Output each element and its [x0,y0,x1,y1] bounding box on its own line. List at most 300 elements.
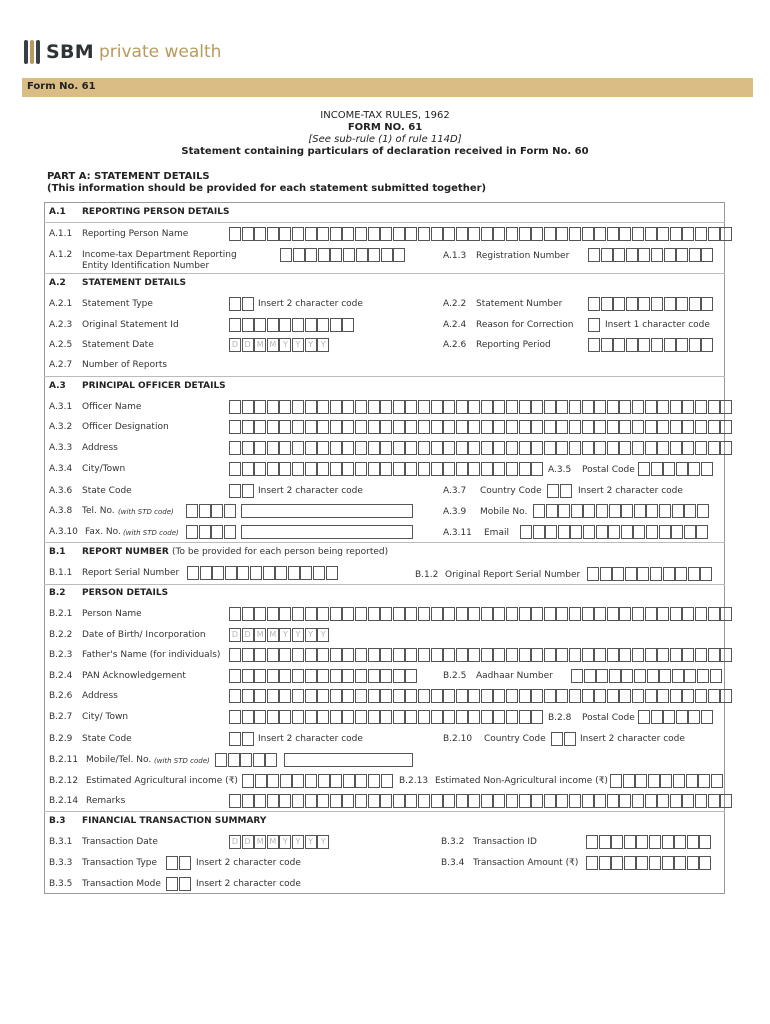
char-box[interactable] [355,420,367,434]
char-box[interactable] [381,248,393,262]
char-box[interactable] [663,462,675,476]
char-box[interactable] [493,648,505,662]
char-box[interactable] [594,607,606,621]
char-box[interactable] [688,710,700,724]
char-box[interactable] [657,400,669,414]
char-box[interactable] [330,648,342,662]
char-box[interactable] [720,648,732,662]
char-box[interactable] [380,441,392,455]
char-box[interactable] [657,689,669,703]
char-box[interactable] [624,835,636,849]
char-box[interactable] [250,566,262,580]
char-box[interactable] [443,441,455,455]
char-box[interactable] [682,648,694,662]
char-box[interactable] [393,420,405,434]
char-box[interactable] [695,794,707,808]
char-box[interactable] [279,420,291,434]
char-box[interactable] [556,648,568,662]
char-box[interactable] [292,462,304,476]
char-box[interactable] [254,689,266,703]
char-box[interactable] [242,297,254,311]
char-box[interactable] [187,566,199,580]
char-box[interactable] [418,710,430,724]
char-box[interactable] [647,669,659,683]
char-box[interactable] [242,710,254,724]
char-box[interactable] [305,794,317,808]
char-box[interactable] [582,607,594,621]
char-box[interactable] [211,504,223,518]
char-box[interactable] [607,400,619,414]
char-box[interactable] [255,774,267,788]
date-char-box[interactable]: Y [317,835,329,849]
char-box[interactable] [596,669,608,683]
char-box[interactable] [418,227,430,241]
char-box[interactable] [649,835,661,849]
char-box[interactable] [342,318,354,332]
char-box[interactable] [695,689,707,703]
char-box[interactable] [242,732,254,746]
char-box[interactable] [657,607,669,621]
char-box[interactable] [254,227,266,241]
char-box[interactable] [343,774,355,788]
char-box[interactable] [393,227,405,241]
char-box[interactable] [224,525,236,539]
char-box[interactable] [330,689,342,703]
char-box[interactable] [619,441,631,455]
char-box[interactable] [676,338,688,352]
char-box[interactable] [242,462,254,476]
char-box[interactable] [267,648,279,662]
char-box[interactable] [405,420,417,434]
char-box[interactable] [657,227,669,241]
char-box[interactable] [621,669,633,683]
char-box[interactable] [393,689,405,703]
char-box[interactable] [506,462,518,476]
char-box[interactable] [267,420,279,434]
char-box[interactable] [558,525,570,539]
char-box[interactable] [506,420,518,434]
char-box[interactable] [632,441,644,455]
date-char-box[interactable]: Y [305,628,317,642]
char-box[interactable] [275,566,287,580]
char-box[interactable] [229,400,241,414]
char-box[interactable] [305,710,317,724]
char-box[interactable] [506,710,518,724]
char-box[interactable] [556,607,568,621]
char-box[interactable] [638,297,650,311]
char-box[interactable] [645,227,657,241]
char-box[interactable] [672,504,684,518]
char-box[interactable] [710,669,722,683]
officer-country-code-input[interactable] [547,484,572,498]
char-box[interactable] [519,227,531,241]
char-box[interactable] [342,400,354,414]
char-box[interactable] [695,420,707,434]
char-box[interactable] [613,338,625,352]
char-box[interactable] [305,774,317,788]
char-box[interactable] [368,420,380,434]
char-box[interactable] [697,669,709,683]
agricultural-income-input[interactable] [242,774,393,788]
char-box[interactable] [610,774,622,788]
char-box[interactable] [506,794,518,808]
char-box[interactable] [199,525,211,539]
date-char-box[interactable]: D [229,338,241,352]
char-box[interactable] [229,794,241,808]
char-box[interactable] [632,420,644,434]
char-box[interactable] [544,227,556,241]
char-box[interactable] [288,566,300,580]
char-box[interactable] [701,338,713,352]
char-box[interactable] [519,400,531,414]
char-box[interactable] [531,607,543,621]
char-box[interactable] [405,607,417,621]
char-box[interactable] [619,607,631,621]
transaction-amount-input[interactable] [586,856,712,870]
char-box[interactable] [493,794,505,808]
char-box[interactable] [342,689,354,703]
reason-for-correction-input[interactable] [588,318,601,332]
char-box[interactable] [594,400,606,414]
char-box[interactable] [506,441,518,455]
char-box[interactable] [253,753,265,767]
char-box[interactable] [594,648,606,662]
char-box[interactable] [456,420,468,434]
char-box[interactable] [431,227,443,241]
char-box[interactable] [695,648,707,662]
char-box[interactable] [558,504,570,518]
char-box[interactable] [533,525,545,539]
char-box[interactable] [242,400,254,414]
char-box[interactable] [711,774,723,788]
char-box[interactable] [356,248,368,262]
char-box[interactable] [676,248,688,262]
char-box[interactable] [342,441,354,455]
char-box[interactable] [380,689,392,703]
officer-mobile-input[interactable] [533,504,709,518]
char-box[interactable] [670,607,682,621]
char-box[interactable] [456,441,468,455]
char-box[interactable] [292,400,304,414]
char-box[interactable] [531,420,543,434]
char-box[interactable] [280,248,292,262]
char-box[interactable] [688,567,700,581]
char-box[interactable] [242,441,254,455]
char-box[interactable] [519,607,531,621]
char-box[interactable] [292,689,304,703]
char-box[interactable] [468,462,480,476]
date-char-box[interactable]: M [267,835,279,849]
char-box[interactable] [519,794,531,808]
char-box[interactable] [569,689,581,703]
date-char-box[interactable]: D [229,835,241,849]
char-box[interactable] [651,248,663,262]
char-box[interactable] [633,525,645,539]
char-box[interactable] [368,794,380,808]
officer-designation-input[interactable] [229,420,733,434]
person-name-input[interactable] [229,607,733,621]
char-box[interactable] [229,441,241,455]
char-box[interactable] [431,794,443,808]
char-box[interactable] [646,525,658,539]
date-char-box[interactable]: Y [279,835,291,849]
char-box[interactable] [380,648,392,662]
statement-number-input[interactable] [588,297,714,311]
char-box[interactable] [701,710,713,724]
char-box[interactable] [607,227,619,241]
char-box[interactable] [330,441,342,455]
char-box[interactable] [582,420,594,434]
char-box[interactable] [506,648,518,662]
char-box[interactable] [355,794,367,808]
char-box[interactable] [279,227,291,241]
char-box[interactable] [720,607,732,621]
char-box[interactable] [267,227,279,241]
char-box[interactable] [682,607,694,621]
char-box[interactable] [689,338,701,352]
char-box[interactable] [676,297,688,311]
char-box[interactable] [330,794,342,808]
char-box[interactable] [689,248,701,262]
char-box[interactable] [613,248,625,262]
char-box[interactable] [556,420,568,434]
char-box[interactable] [649,856,661,870]
char-box[interactable] [621,504,633,518]
char-box[interactable] [645,689,657,703]
char-box[interactable] [393,648,405,662]
char-box[interactable] [279,318,291,332]
char-box[interactable] [664,297,676,311]
char-box[interactable] [368,689,380,703]
char-box[interactable] [601,338,613,352]
char-box[interactable] [199,504,211,518]
person-tel-std-input[interactable] [215,753,278,767]
char-box[interactable] [368,462,380,476]
person-tel-number-input[interactable] [284,753,413,767]
char-box[interactable] [701,297,713,311]
char-box[interactable] [682,441,694,455]
char-box[interactable] [229,607,241,621]
char-box[interactable] [674,856,686,870]
char-box[interactable] [619,420,631,434]
char-box[interactable] [519,648,531,662]
char-box[interactable] [368,400,380,414]
char-box[interactable] [254,710,266,724]
char-box[interactable] [418,607,430,621]
char-box[interactable] [405,794,417,808]
char-box[interactable] [443,462,455,476]
char-box[interactable] [609,504,621,518]
char-box[interactable] [670,420,682,434]
char-box[interactable] [380,420,392,434]
char-box[interactable] [674,835,686,849]
char-box[interactable] [254,607,266,621]
date-char-box[interactable]: M [254,628,266,642]
char-box[interactable] [689,297,701,311]
char-box[interactable] [671,525,683,539]
char-box[interactable] [608,525,620,539]
char-box[interactable] [330,607,342,621]
char-box[interactable] [607,689,619,703]
char-box[interactable] [571,669,583,683]
char-box[interactable] [670,689,682,703]
char-box[interactable] [418,648,430,662]
char-box[interactable] [481,420,493,434]
char-box[interactable] [645,441,657,455]
char-box[interactable] [588,318,600,332]
char-box[interactable] [215,753,227,767]
char-box[interactable] [687,856,699,870]
char-box[interactable] [544,441,556,455]
char-box[interactable] [342,462,354,476]
char-box[interactable] [342,710,354,724]
char-box[interactable] [493,441,505,455]
char-box[interactable] [242,689,254,703]
char-box[interactable] [684,669,696,683]
char-box[interactable] [342,794,354,808]
char-box[interactable] [701,248,713,262]
char-box[interactable] [519,689,531,703]
char-box[interactable] [651,297,663,311]
char-box[interactable] [682,689,694,703]
char-box[interactable] [292,441,304,455]
char-box[interactable] [708,400,720,414]
char-box[interactable] [330,462,342,476]
char-box[interactable] [601,248,613,262]
char-box[interactable] [279,400,291,414]
char-box[interactable] [317,648,329,662]
pan-acknowledgement-input[interactable] [229,669,418,683]
char-box[interactable] [267,400,279,414]
char-box[interactable] [700,567,712,581]
char-box[interactable] [664,248,676,262]
char-box[interactable] [342,420,354,434]
reporting-person-name-input[interactable] [229,227,733,241]
char-box[interactable] [468,607,480,621]
char-box[interactable] [481,710,493,724]
char-box[interactable] [596,525,608,539]
char-box[interactable] [609,669,621,683]
char-box[interactable] [659,669,671,683]
char-box[interactable] [519,420,531,434]
char-box[interactable] [305,462,317,476]
char-box[interactable] [254,318,266,332]
char-box[interactable] [569,227,581,241]
char-box[interactable] [242,774,254,788]
char-box[interactable] [684,504,696,518]
char-box[interactable] [300,566,312,580]
char-box[interactable] [720,400,732,414]
char-box[interactable] [662,856,674,870]
char-box[interactable] [431,689,443,703]
char-box[interactable] [551,732,563,746]
char-box[interactable] [330,318,342,332]
char-box[interactable] [682,227,694,241]
char-box[interactable] [330,248,342,262]
char-box[interactable] [254,462,266,476]
char-box[interactable] [317,462,329,476]
char-box[interactable] [695,441,707,455]
char-box[interactable] [443,227,455,241]
date-char-box[interactable]: M [267,338,279,352]
char-box[interactable] [632,607,644,621]
char-box[interactable] [224,504,236,518]
char-box[interactable] [686,774,698,788]
char-box[interactable] [607,420,619,434]
char-box[interactable] [317,607,329,621]
char-box[interactable] [560,484,572,498]
char-box[interactable] [569,420,581,434]
char-box[interactable] [317,441,329,455]
date-char-box[interactable]: D [242,628,254,642]
char-box[interactable] [242,420,254,434]
char-box[interactable] [456,462,468,476]
char-box[interactable] [355,400,367,414]
char-box[interactable] [582,689,594,703]
char-box[interactable] [393,400,405,414]
char-box[interactable] [531,441,543,455]
char-box[interactable] [594,227,606,241]
char-box[interactable] [624,856,636,870]
char-box[interactable] [355,441,367,455]
char-box[interactable] [280,774,292,788]
char-box[interactable] [305,318,317,332]
char-box[interactable] [607,794,619,808]
person-city-input[interactable] [229,710,544,724]
char-box[interactable] [556,689,568,703]
char-box[interactable] [569,441,581,455]
char-box[interactable] [708,794,720,808]
date-char-box[interactable]: Y [317,628,329,642]
char-box[interactable] [588,248,600,262]
char-box[interactable] [355,774,367,788]
char-box[interactable] [607,441,619,455]
char-box[interactable] [380,794,392,808]
char-box[interactable] [546,504,558,518]
char-box[interactable] [305,420,317,434]
char-box[interactable] [660,774,672,788]
char-box[interactable] [645,794,657,808]
char-box[interactable] [292,774,304,788]
char-box[interactable] [305,227,317,241]
char-box[interactable] [229,318,241,332]
char-box[interactable] [186,525,198,539]
char-box[interactable] [456,794,468,808]
char-box[interactable] [657,648,669,662]
char-box[interactable] [254,420,266,434]
char-box[interactable] [695,400,707,414]
char-box[interactable] [596,504,608,518]
char-box[interactable] [267,669,279,683]
char-box[interactable] [708,441,720,455]
char-box[interactable] [632,227,644,241]
char-box[interactable] [657,441,669,455]
registration-number-input[interactable] [588,248,714,262]
char-box[interactable] [292,227,304,241]
char-box[interactable] [431,710,443,724]
char-box[interactable] [443,607,455,621]
char-box[interactable] [569,607,581,621]
char-box[interactable] [368,248,380,262]
char-box[interactable] [646,504,658,518]
char-box[interactable] [651,338,663,352]
char-box[interactable] [381,774,393,788]
char-box[interactable] [305,607,317,621]
char-box[interactable] [638,462,650,476]
char-box[interactable] [443,420,455,434]
char-box[interactable] [229,648,241,662]
char-box[interactable] [242,648,254,662]
